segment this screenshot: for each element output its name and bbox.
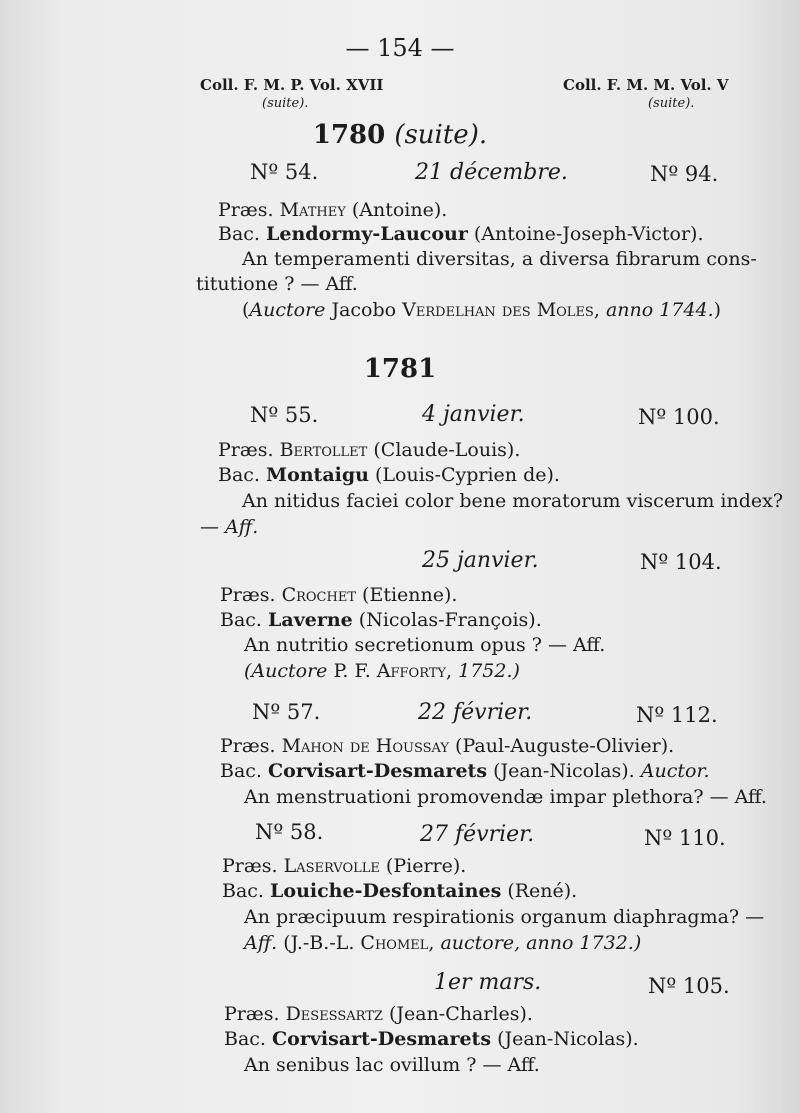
praeses-label: Præs. xyxy=(220,584,276,606)
praeses-name: Desessartz xyxy=(285,1003,383,1025)
entry-54-thesis-line-1: An temperamenti diversitas, a diversa fibrarum cons- xyxy=(242,248,757,270)
praeses-forenames: (Antoine). xyxy=(351,199,448,221)
entry-58-praeses xyxy=(222,855,466,877)
bac-forenames: (Antoine-Joseph-Victor). xyxy=(473,223,704,245)
page-number: — 154 — xyxy=(345,34,455,62)
entry-56-ref-number: Nº 104. xyxy=(640,550,722,574)
bac-forenames: (Jean-Nicolas). xyxy=(493,760,635,782)
entry-58-date: 27 février. xyxy=(420,822,535,847)
left-collection-suite: (suite). xyxy=(262,96,309,111)
praeses-name: Mahon de Houssay xyxy=(281,735,449,757)
bac-forenames: (Louis-Cyprien de). xyxy=(375,464,560,486)
entry-57-number: Nº 57. xyxy=(252,700,321,724)
praeses-label: Præs. xyxy=(218,439,274,461)
entry-56-praeses xyxy=(220,584,457,606)
praeses-forenames: (Pierre). xyxy=(385,855,467,877)
praeses-name: Crochet xyxy=(281,584,356,606)
bac-label: Bac. xyxy=(222,880,264,902)
praeses-label: Præs. xyxy=(224,1003,280,1025)
entry-57-baccalaureus xyxy=(220,760,710,782)
praeses-forenames: (Jean-Charles). xyxy=(388,1003,533,1025)
entry-55-thesis-line-1: An nitidus faciei color bene moratorum viscerum index? xyxy=(242,490,784,512)
bac-label: Bac. xyxy=(220,760,262,782)
note-author-forename: Jacobo xyxy=(331,299,397,321)
entry-56-thesis-line-1: An nutritio secretionum opus ? — Aff. xyxy=(244,634,606,656)
praeses-forenames: (Claude-Louis). xyxy=(373,439,521,461)
entry-56-note xyxy=(244,660,520,682)
entry-56-date: 25 janvier. xyxy=(422,548,539,573)
bac-name: Corvisart-Desmarets xyxy=(272,1028,492,1050)
entry-59-ref-number: Nº 105. xyxy=(648,974,730,998)
entry-59-thesis-line-1: An senibus lac ovillum ? — Aff. xyxy=(244,1054,540,1076)
bac-name: Laverne xyxy=(268,609,353,631)
entry-55-praeses xyxy=(218,439,520,461)
entry-58-thesis-line-1: An præcipuum respirationis organum diaphragma? — xyxy=(244,906,765,928)
bac-name: Corvisart-Desmarets xyxy=(268,760,488,782)
entry-55-baccalaureus xyxy=(218,464,560,486)
year-1780-suffix: (suite). xyxy=(394,120,488,150)
bac-forenames: (Nicolas-François). xyxy=(358,609,542,631)
entry-58-ref-number: Nº 110. xyxy=(644,826,726,850)
bac-label: Bac. xyxy=(224,1028,266,1050)
entry-58-number: Nº 58. xyxy=(255,820,324,844)
year-heading-1781 xyxy=(0,354,800,384)
entry-54-baccalaureus xyxy=(218,223,704,245)
entry-57-ref-number: Nº 112. xyxy=(636,703,718,727)
entry-55-number: Nº 55. xyxy=(250,403,319,427)
bac-label: Bac. xyxy=(220,609,262,631)
bac-name: Montaigu xyxy=(266,464,369,486)
bac-label: Bac. xyxy=(218,223,260,245)
year-1781: 1781 xyxy=(363,354,437,384)
bac-name: Louiche-Desfontaines xyxy=(270,880,502,902)
left-collection-label: Coll. F. M. P. Vol. XVII xyxy=(200,76,384,94)
note-auctore: (Auctore xyxy=(244,660,328,682)
entry-59-date: 1er mars. xyxy=(434,970,542,995)
right-collection-label: Coll. F. M. M. Vol. V xyxy=(563,76,729,94)
entry-54-note xyxy=(242,299,721,321)
entry-55-thesis-line-2: — Aff. xyxy=(200,516,259,538)
bac-name: Lendormy-Laucour xyxy=(266,223,468,245)
note-paren: ( xyxy=(242,299,250,321)
praeses-label: Præs. xyxy=(218,199,274,221)
note-author: (J.-B.-L. Chomel, xyxy=(283,932,435,954)
praeses-forenames: (Paul-Auguste-Olivier). xyxy=(455,735,675,757)
entry-54-thesis-line-2: titutione ? — Aff. xyxy=(196,273,358,295)
praeses-name: Laservolle xyxy=(283,855,380,877)
note-author: P. F. Afforty, xyxy=(333,660,453,682)
entry-55-date: 4 janvier. xyxy=(422,402,525,427)
praeses-name: Bertollet xyxy=(279,439,368,461)
entry-57-thesis-line-1: An menstruationi promovendæ impar plethora? — Aff. xyxy=(244,786,767,808)
praeses-label: Præs. xyxy=(220,735,276,757)
note-aff: Aff. xyxy=(244,932,278,954)
entry-54-date: 21 décembre. xyxy=(415,160,568,185)
entry-56-baccalaureus xyxy=(220,609,542,631)
bac-auctor: Auctor. xyxy=(640,760,710,782)
year-1780: 1780 xyxy=(312,120,386,150)
bac-label: Bac. xyxy=(218,464,260,486)
entry-54-praeses xyxy=(218,199,447,221)
year-heading-1780 xyxy=(0,120,800,150)
entry-58-baccalaureus xyxy=(222,880,577,902)
bac-forenames: (Jean-Nicolas). xyxy=(497,1028,639,1050)
entry-58-note xyxy=(244,932,641,954)
note-year: anno 1744. xyxy=(605,299,714,321)
note-paren-close: ) xyxy=(713,299,722,321)
right-collection-suite: (suite). xyxy=(648,96,695,111)
praeses-name: Mathey xyxy=(279,199,346,221)
praeses-label: Præs. xyxy=(222,855,278,877)
note-year: 1752.) xyxy=(458,660,520,682)
entry-59-baccalaureus xyxy=(224,1028,639,1050)
note-auctore: auctore, anno 1732.) xyxy=(440,932,642,954)
note-auctore: Auctore xyxy=(249,299,326,321)
entry-57-date: 22 février. xyxy=(418,700,533,725)
entry-59-praeses xyxy=(224,1003,533,1025)
note-author-surname: Verdelhan des Moles, xyxy=(402,299,600,321)
entry-54-ref-number: Nº 94. xyxy=(650,162,719,186)
entry-54-number: Nº 54. xyxy=(250,160,319,184)
entry-57-praeses xyxy=(220,735,674,757)
praeses-forenames: (Etienne). xyxy=(362,584,458,606)
entry-55-ref-number: Nº 100. xyxy=(638,405,720,429)
bac-forenames: (René). xyxy=(507,880,578,902)
